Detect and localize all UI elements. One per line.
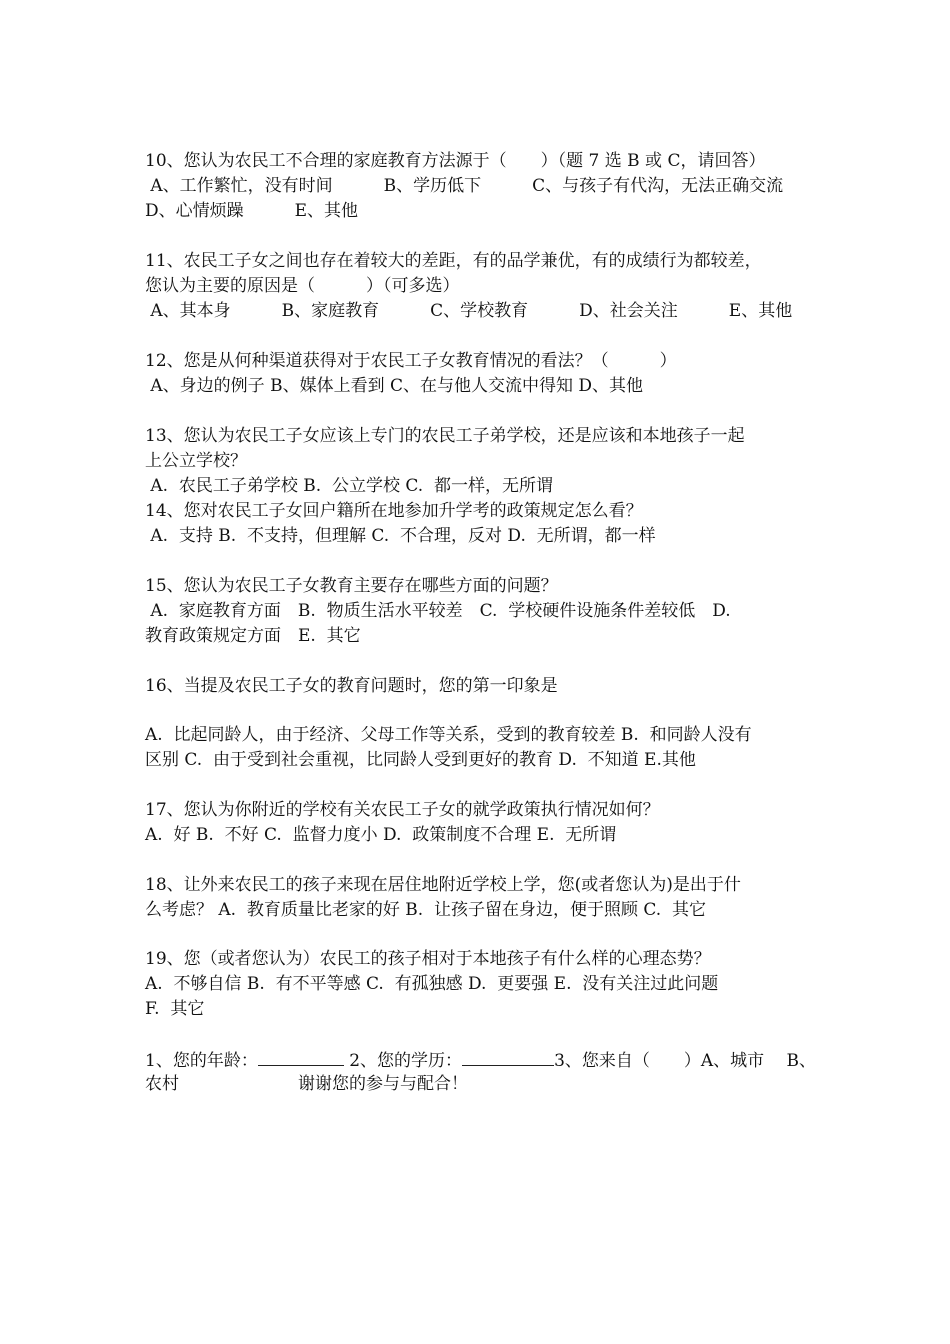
q18-question: 18、让外来农民工的孩子来现在居住地附近学校上学，您(或者您认为)是出于什 — [145, 875, 741, 895]
q13-options: A. 农民工子弟学校 B. 公立学校 C. 都一样，无所谓 — [145, 476, 554, 496]
q10-options: A、工作繁忙，没有时间 B、学历低下 C、与孩子有代沟，无法正确交流 — [145, 176, 784, 196]
q15-options: A. 家庭教育方面 B. 物质生活水平较差 C. 学校硬件设施条件差较低 D. — [145, 601, 731, 621]
education-label: 2、您的学历： — [343, 1051, 463, 1071]
origin-label: 3、您来自（ ）A、城市 B、 — [554, 1051, 817, 1071]
q14-options: A. 支持 B. 不支持，但理解 C. 不合理，反对 D. 无所谓，都一样 — [145, 526, 656, 546]
q10-options-cont: D、心情烦躁 E、其他 — [145, 201, 359, 221]
origin-options-cont: 农村 — [145, 1074, 179, 1094]
education-blank[interactable] — [462, 1047, 554, 1066]
q10-question: 10、您认为农民工不合理的家庭教育方法源于（ ）（题 7 选 B 或 C，请回答） — [145, 151, 766, 171]
q17-question: 17、您认为你附近的学校有关农民工子女的就学政策执行情况如何？ — [145, 800, 660, 820]
q16-options-cont: 区别 C. 由于受到社会重视，比同龄人受到更好的教育 D. 不知道 E.其他 — [145, 750, 696, 770]
q12-options: A、身边的例子 B、媒体上看到 C、在与他人交流中得知 D、其他 — [145, 376, 644, 396]
thanks-note: 谢谢您的参与与配合！ — [298, 1074, 468, 1094]
q11-question-cont: 您认为主要的原因是（ ）（可多选） — [145, 276, 460, 296]
q19-options: A. 不够自信 B. 有不平等感 C. 有孤独感 D. 更要强 E. 没有关注过此问题 — [145, 974, 719, 994]
q15-options-cont: 教育政策规定方面 E. 其它 — [145, 626, 361, 646]
q11-options: A、其本身 B、家庭教育 C、学校教育 D、社会关注 E、其他 — [145, 301, 793, 321]
q16-options: A. 比起同龄人，由于经济、父母工作等关系，受到的教育较差 B. 和同龄人没有 — [145, 725, 752, 745]
q17-options: A. 好 B. 不好 C. 监督力度小 D. 政策制度不合理 E. 无所谓 — [145, 825, 617, 845]
personal-info-line — [145, 1047, 816, 1073]
q14-question: 14、您对农民工子女回户籍所在地参加升学考的政策规定怎么看？ — [145, 501, 643, 521]
q15-question: 15、您认为农民工子女教育主要存在哪些方面的问题？ — [145, 576, 558, 596]
q13-question-cont: 上公立学校？ — [145, 451, 247, 471]
q11-question: 11、农民工子女之间也存在着较大的差距，有的品学兼优，有的成绩行为都较差， — [145, 251, 762, 271]
q13-question: 13、您认为农民工子女应该上专门的农民工子弟学校，还是应该和本地孩子一起 — [145, 426, 745, 446]
age-label: 1、您的年龄： — [145, 1051, 258, 1071]
q19-question: 19、您（或者您认为）农民工的孩子相对于本地孩子有什么样的心理态势？ — [145, 949, 711, 969]
age-blank[interactable] — [258, 1047, 344, 1066]
q16-question: 16、当提及农民工子女的教育问题时，您的第一印象是 — [145, 676, 558, 696]
q12-question: 12、您是从何种渠道获得对于农民工子女教育情况的看法？（ ） — [145, 351, 677, 371]
q19-options-cont: F. 其它 — [145, 999, 205, 1019]
q18-question-cont: 么考虑？ A. 教育质量比老家的好 B. 让孩子留在身边，便于照顾 C. 其它 — [145, 900, 707, 920]
